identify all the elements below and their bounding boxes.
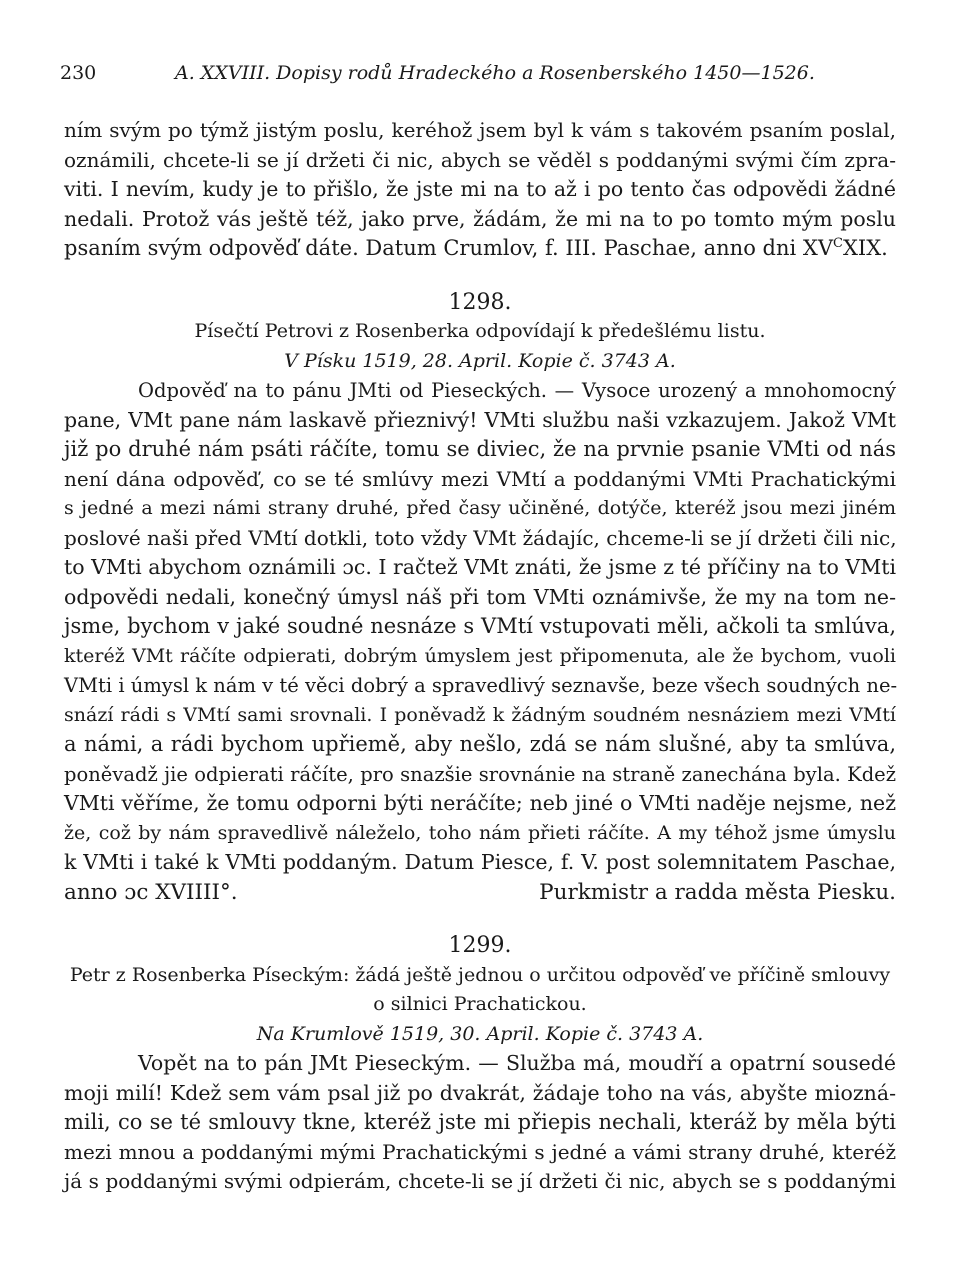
text-line: ním svým po týmž jistým poslu, keréhož jsem byl k vám s takovém psaním poslal, [64, 118, 896, 142]
intro-paragraph [64, 116, 896, 264]
text-line: k VMti i také k VMti poddaným. Datum Piesce, f. V. post solemnitatem Paschae, [64, 850, 896, 874]
closing-date: anno ɔc XVIIII°. [64, 879, 238, 905]
page-number: 230 [60, 62, 97, 84]
document-number: 1299. [448, 933, 512, 958]
text-line: kteréž VMt ráčíte odpierati, dobrým úmyslem jest připomenuta, ale že bychom, vuoli [64, 644, 896, 667]
text-line: není dána odpověď, co se té smlúvy mezi VMtí a poddanými VMti Prachatickými [64, 466, 896, 491]
closing-row [64, 878, 896, 908]
text-line: to VMti abychom oznámili ɔc. I račtež VMt znáti, že jsme z té příčiny na to VMti [64, 555, 896, 579]
text-fragment: psaním svým odpověď dáte. Datum Crumlov, f. III. Paschae, anno dni XV [64, 236, 834, 260]
signature: Purkmistr a radda města Piesku. [539, 879, 896, 905]
text-line: nedali. Protož vás ještě též, jako prve, žádám, že mi na to po tomto mým poslu [64, 206, 896, 231]
text-line: poslové naši před VMtí dotkli, toto vždy VMt žádajíc, chceme-li se jí držeti čili nic, [64, 525, 897, 550]
document-heading-cont: o silnici Prachatickou. [373, 993, 587, 1015]
text-line: odpovědi nedali, konečný úmysl náš při tom VMti oznámivše, že my na tom ne- [64, 584, 896, 609]
running-title: A. XXVIII. Dopisy rodů Hradeckého a Rosenberského 1450—1526. [175, 62, 815, 84]
document-source: Na Krumlově 1519, 30. April. Kopie č. 3743 A. [256, 1022, 704, 1045]
text-line: mili, co se té smlouvy tkne, kteréž jste mi přiepis nechali, kteráž by měla býti [64, 1110, 896, 1134]
text-line: a námi, a rádi bychom upřiemě, aby nešlo, zdá se nám slušné, aby ta smlúva, [64, 732, 896, 756]
text-line: moji milí! Kdež sem vám psal již po dvakrát, žádaje toho na vás, abyšte miozná- [64, 1080, 896, 1105]
text-line: pane, VMt pane nám laskavě přieznivý! VMti službu naši vzkazujem. Jakož VMt [64, 407, 896, 432]
page-header [60, 62, 900, 92]
document-1298 [64, 288, 896, 908]
text-line: já s poddanými svými odpierám, chcete-li se jí držeti či nic, abych se s poddanými [64, 1169, 896, 1193]
document-number: 1298. [448, 289, 512, 315]
document-1299 [64, 931, 896, 1197]
page-body [64, 116, 896, 1197]
text-line: Vopět na to pán JMt Pieseckým. — Služba má, moudří a opatrní sousedé [138, 1051, 896, 1075]
text-line: VMti věříme, že tomu odporni býti neráčíte; neb jiné o VMti naděje nejsme, než [64, 791, 896, 815]
document-heading: Petr z Rosenberka Píseckým: žádá ještě jednou o určitou odpověď ve příčině smlouvy [69, 963, 891, 986]
text-fragment: XIX. [842, 236, 888, 260]
document-source: V Písku 1519, 28. April. Kopie č. 3743 A. [284, 349, 676, 372]
text-line: viti. I nevím, kudy je to přišlo, že jste mi na to až i po tento čas odpovědi žádné [64, 177, 896, 201]
text-line: VMti i úmysl k nám v té věci dobrý a spravedlivý seznavše, beze všech soudných ne- [64, 674, 898, 697]
text-line: mezi mnou a poddanými mými Prachatickými s jedné a vámi strany druhé, kteréž [64, 1139, 896, 1164]
text-line: Odpověď na to pánu JMti od Pieseckých. — Vysoce urozený a mnohomocný [138, 379, 896, 402]
superscript: C [833, 236, 843, 251]
text-line: že, což by nám spravedlivě náleželo, toho nám přieti ráčíte. A my téhož jsme úmyslu [64, 821, 896, 844]
text-line: již po druhé nám psáti ráčíte, tomu se diviec, že na prvnie psanie VMti od nás [64, 437, 896, 461]
document-heading: Písečtí Petrovi z Rosenberka odpovídají k předešlému listu. [194, 320, 766, 342]
text-line: oznámili, chcete-li se jí držeti či nic, abych se věděl s poddanými svými čím zpra- [64, 147, 896, 172]
text-line: jsme, bychom v jaké soudné nesnáze s VMtí vstupovati měli, ačkoli ta smlúva, [64, 614, 896, 638]
text-line-last [64, 234, 896, 264]
text-line: snází rádi s VMtí sami srovnali. I poněvadž k žádným soudném nesnáziem mezi VMtí [64, 703, 896, 726]
text-line: poněvadž jie odpierati ráčíte, pro snazšie srovnánie na straně zanechána byla. Kdež [64, 762, 896, 786]
text-line: s jedné a mezi námi strany druhé, před časy učiněné, dotýče, kteréž jsou mezi jiném [64, 497, 896, 519]
